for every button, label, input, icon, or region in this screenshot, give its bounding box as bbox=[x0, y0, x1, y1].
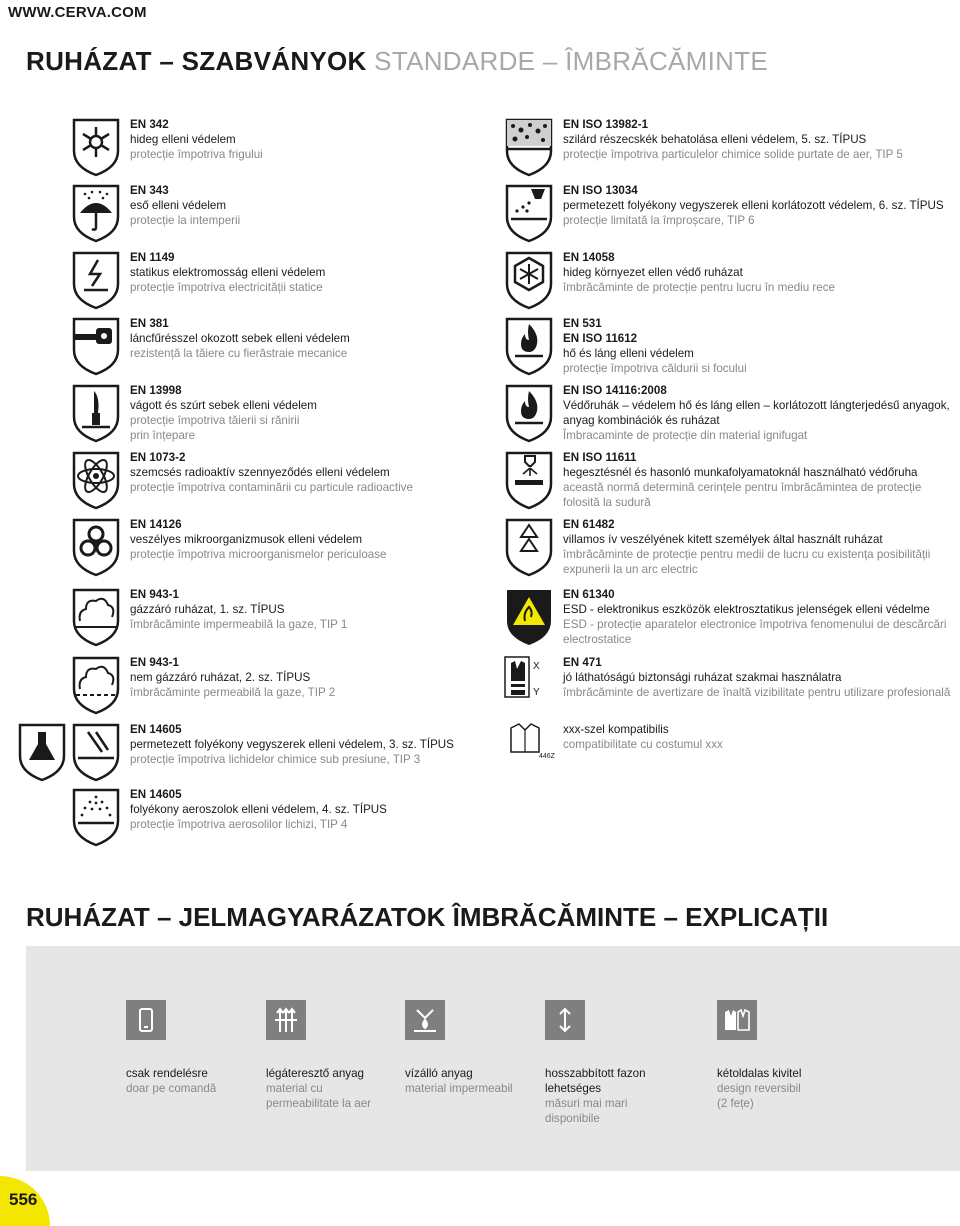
welding-shield-icon bbox=[503, 450, 555, 510]
standard-desc-ro: îmbrăcăminte de avertizare de înaltă vizibilitate pentru utilizare profesională bbox=[563, 686, 951, 699]
page-title: RUHÁZAT – SZABVÁNYOK STANDARDE – ÎMBRĂCĂMINTE bbox=[26, 46, 769, 76]
phone-order-icon bbox=[126, 1000, 166, 1040]
standard-desc-hu: nem gázzáró ruházat, 2. sz. TÍPUS bbox=[130, 671, 311, 684]
static-shield-icon bbox=[70, 250, 122, 310]
standard-desc-ro: protecție împotriva contaminării cu particule radioactive bbox=[130, 481, 413, 494]
standard-code: EN ISO 11611 bbox=[563, 451, 637, 464]
legend-label-hu: légáteresztő anyag bbox=[266, 1067, 364, 1080]
legend-item bbox=[545, 1000, 695, 1126]
standard-desc-ro: îmbrăcăminte de protecție pentru lucru în mediu rece bbox=[563, 281, 835, 294]
breathable-icon bbox=[266, 1000, 306, 1040]
cold-environment-shield-icon bbox=[503, 250, 555, 310]
gas-shield-icon bbox=[70, 587, 122, 647]
biohazard-shield-icon bbox=[70, 517, 122, 577]
chemical-shields-icon bbox=[16, 722, 122, 782]
chainsaw-shield-icon bbox=[70, 316, 122, 376]
standard-desc-ro: protecție împotriva aerosolilor lichizi, TIP 4 bbox=[130, 818, 348, 831]
legend-item bbox=[405, 1000, 555, 1096]
flame-shield-icon bbox=[503, 316, 555, 376]
standard-desc-hu: xxx-szel kompatibilis bbox=[563, 723, 669, 736]
standard-code: EN 14605 bbox=[130, 723, 182, 736]
standard-desc-hu: folyékony aeroszolok elleni védelem, 4. sz. TÍPUS bbox=[130, 803, 387, 816]
legend-label-ro: material impermeabil bbox=[405, 1082, 513, 1095]
standard-entry bbox=[70, 587, 347, 647]
standard-desc-hu: anyag kombinációk és ruházat bbox=[563, 414, 720, 427]
standard-desc-ro: expunerii la un arc electric bbox=[563, 563, 698, 576]
legend-item bbox=[717, 1000, 867, 1111]
aerosol-shield-icon bbox=[70, 787, 122, 847]
legend-label-hu: vízálló anyag bbox=[405, 1067, 473, 1080]
standard-desc-ro: îmbrăcăminte permeabilă la gaze, TIP 2 bbox=[130, 686, 336, 699]
standard-code: EN 61482 bbox=[563, 518, 615, 531]
standard-desc-ro: rezistență la tăiere cu fierăstraie mecanice bbox=[130, 347, 348, 360]
standard-desc-ro: protecție împotriva microorganismelor periculoase bbox=[130, 548, 387, 561]
legend-label-hu: hosszabbított fazon bbox=[545, 1067, 646, 1080]
legend-label-ro: măsuri mai mari bbox=[545, 1097, 628, 1110]
page-number-badge bbox=[0, 1176, 50, 1226]
standard-desc-hu: hideg környezet ellen védő ruházat bbox=[563, 266, 743, 279]
legend-item bbox=[266, 1000, 416, 1111]
standard-desc-ro: această normă determină cerințele pentru îmbrăcămintea de protecție bbox=[563, 481, 922, 494]
standard-desc-ro: prin înțepare bbox=[130, 429, 196, 442]
standard-desc-hu: vágott és szúrt sebek elleni védelem bbox=[130, 399, 317, 412]
standard-entry bbox=[503, 587, 946, 647]
standard-desc-ro: ESD - protecție aparatelor electronice împotriva fenomenului de descărcări bbox=[563, 618, 947, 631]
snowflake-shield-icon bbox=[70, 117, 122, 177]
standard-entry bbox=[70, 722, 454, 782]
splash-shield-icon bbox=[503, 183, 555, 243]
standard-code: EN 531 bbox=[563, 317, 602, 330]
standard-desc-ro: compatibilitate cu costumul xxx bbox=[563, 738, 723, 751]
standard-entry bbox=[70, 787, 387, 847]
standard-desc-ro: protecție împotriva tăierii si rănirii bbox=[130, 414, 300, 427]
umbrella-shield-icon bbox=[70, 183, 122, 243]
legend-label-ro: doar pe comandă bbox=[126, 1082, 217, 1095]
esd-icon bbox=[503, 587, 555, 647]
legend-label-hu: lehetséges bbox=[545, 1082, 602, 1095]
standard-desc-hu: permetezett folyékony vegyszerek elleni védelem, 3. sz. TÍPUS bbox=[130, 738, 454, 751]
arc-shield-icon bbox=[503, 517, 555, 577]
standard-entry bbox=[70, 517, 386, 577]
standard-desc-hu: Védőruhák – védelem hő és láng ellen – korlátozott lángterjedésű anyagok, bbox=[563, 399, 950, 412]
standard-code: EN 342 bbox=[130, 118, 169, 131]
legend-label-hu: kétoldalas kivitel bbox=[717, 1067, 802, 1080]
standard-entry bbox=[503, 117, 903, 177]
standard-code: EN 1073-2 bbox=[130, 451, 186, 464]
legend-title: RUHÁZAT – JELMAGYARÁZATOK ÎMBRĂCĂMINTE – EXPLICAȚII bbox=[26, 902, 829, 932]
standard-entry bbox=[70, 450, 413, 510]
particles-shield-icon bbox=[503, 117, 555, 177]
standard-desc-hu: eső elleni védelem bbox=[130, 199, 227, 212]
extended-size-icon bbox=[545, 1000, 585, 1040]
standard-entry bbox=[503, 517, 930, 577]
legend-label-ro: permeabilitate la aer bbox=[266, 1097, 372, 1110]
standard-desc-ro: îmbrăcăminte impermeabilă la gaze, TIP 1 bbox=[130, 618, 348, 631]
standard-entry bbox=[503, 250, 835, 310]
flame-shield-icon bbox=[503, 383, 555, 443]
standard-code: EN 14126 bbox=[130, 518, 182, 531]
standard-code: EN ISO 14116:2008 bbox=[563, 384, 667, 397]
standard-desc-ro: folosită la sudură bbox=[563, 496, 651, 509]
standard-desc-hu: permetezett folyékony vegyszerek elleni korlátozott védelem, 6. sz. TÍPUS bbox=[563, 199, 944, 212]
standard-code: EN 61340 bbox=[563, 588, 615, 601]
standard-code: EN ISO 11612 bbox=[563, 332, 638, 345]
legend-label-ro: disponibile bbox=[545, 1112, 600, 1125]
svg-text:446Z: 446Z bbox=[539, 753, 555, 760]
standard-code: EN 14605 bbox=[130, 788, 182, 801]
standard-code: EN 13998 bbox=[130, 384, 182, 397]
standard-entry bbox=[70, 316, 350, 376]
waterproof-icon bbox=[405, 1000, 445, 1040]
standard-desc-hu: statikus elektromosság elleni védelem bbox=[130, 266, 326, 279]
standard-desc-hu: gázzáró ruházat, 1. sz. TÍPUS bbox=[130, 603, 285, 616]
standard-desc-hu: láncfűrésszel okozott sebek elleni védelem bbox=[130, 332, 350, 345]
jacket-icon bbox=[503, 722, 555, 782]
standard-entry bbox=[503, 183, 944, 243]
standard-desc-ro: îmbrăcăminte de protecție pentru medii de lucru cu existența posibilității bbox=[563, 548, 931, 561]
knife-shield-icon bbox=[70, 383, 122, 443]
legend-label-ro: (2 fețe) bbox=[717, 1097, 754, 1110]
svg-text:Y: Y bbox=[533, 687, 540, 698]
standard-desc-ro: protecție împotriva căldurii si focului bbox=[563, 362, 747, 375]
standard-desc-hu: ESD - elektronikus eszközök elektrosztatikus jelenségek elleni védelme bbox=[563, 603, 930, 616]
standard-desc-ro: Îmbracaminte de protecție din material ignifugat bbox=[563, 429, 808, 442]
standard-desc-hu: szemcsés radioaktív szennyeződés elleni védelem bbox=[130, 466, 390, 479]
standard-desc-ro: protecție împotriva lichidelor chimice sub presiune, TIP 3 bbox=[130, 753, 421, 766]
standard-desc-hu: villamos ív veszélyének kitett személyek által használt ruházat bbox=[563, 533, 883, 546]
standard-code: EN 14058 bbox=[563, 251, 615, 264]
standard-code: EN 343 bbox=[130, 184, 169, 197]
legend-label-ro: material cu bbox=[266, 1082, 323, 1095]
standard-desc-hu: szilárd részecskék behatolása elleni védelem, 5. sz. TÍPUS bbox=[563, 133, 867, 146]
svg-text:X: X bbox=[533, 661, 540, 672]
standard-entry bbox=[70, 250, 325, 310]
standard-desc-ro: protecție împotriva frigului bbox=[130, 148, 263, 161]
legend-item bbox=[126, 1000, 276, 1096]
standard-entry bbox=[70, 183, 240, 243]
standard-entry bbox=[503, 655, 950, 715]
standard-entry bbox=[70, 117, 263, 177]
standard-entry bbox=[503, 383, 950, 443]
site-url: WWW.CERVA.COM bbox=[8, 4, 147, 21]
standard-desc-hu: hő és láng elleni védelem bbox=[563, 347, 694, 360]
legend-label-ro: design reversibil bbox=[717, 1082, 801, 1095]
standard-desc-ro: protecție limitată la împroșcare, TIP 6 bbox=[563, 214, 755, 227]
radioactive-shield-icon bbox=[70, 450, 122, 510]
legend-label-hu: csak rendelésre bbox=[126, 1067, 208, 1080]
gas-shield-icon bbox=[70, 655, 122, 715]
standard-code: EN 1149 bbox=[130, 251, 175, 264]
standard-code: EN ISO 13982-1 bbox=[563, 118, 649, 131]
standard-desc-ro: protecție împotriva electricității statice bbox=[130, 281, 323, 294]
standard-entry bbox=[503, 450, 921, 510]
standard-entry bbox=[503, 316, 747, 376]
standard-entry bbox=[503, 722, 723, 782]
reversible-icon bbox=[717, 1000, 757, 1040]
standard-code: EN 943-1 bbox=[130, 588, 179, 601]
standard-desc-ro: protecție împotriva particulelor chimice solide purtate de aer, TIP 5 bbox=[563, 148, 903, 161]
standard-desc-hu: hideg elleni védelem bbox=[130, 133, 236, 146]
standard-entry bbox=[70, 383, 317, 443]
standard-code: EN 381 bbox=[130, 317, 169, 330]
standard-code: EN ISO 13034 bbox=[563, 184, 638, 197]
hi-vis-vest-icon bbox=[503, 655, 555, 715]
standard-code: EN 471 bbox=[563, 656, 602, 669]
standard-code: EN 943-1 bbox=[130, 656, 179, 669]
standard-entry bbox=[70, 655, 335, 715]
standard-desc-hu: veszélyes mikroorganizmusok elleni védelem bbox=[130, 533, 362, 546]
standard-desc-hu: hegesztésnél és hasonló munkafolyamatoknál használható védőruha bbox=[563, 466, 918, 479]
page-number: 556 bbox=[9, 1190, 38, 1209]
standard-desc-hu: jó láthatóságú biztonsági ruházat szakmai használatra bbox=[563, 671, 842, 684]
standard-desc-ro: electrostatice bbox=[563, 633, 632, 646]
standard-desc-ro: protecție la intemperii bbox=[130, 214, 241, 227]
